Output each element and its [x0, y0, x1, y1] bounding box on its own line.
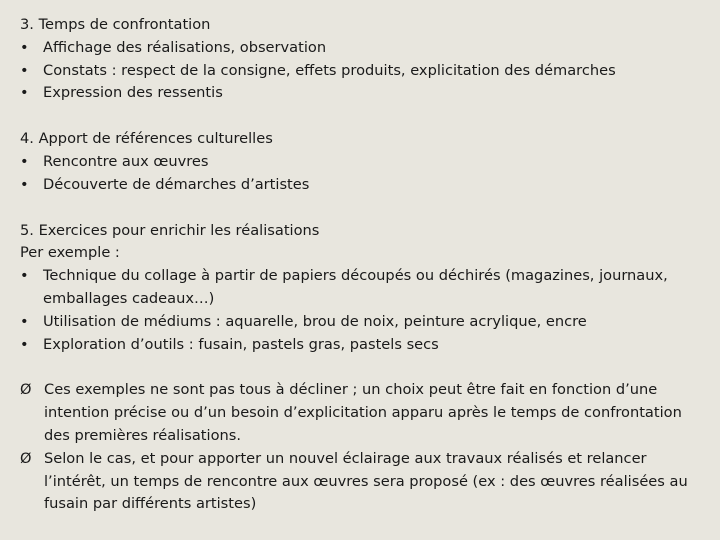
section-3-list	[20, 37, 706, 105]
list-item	[20, 311, 706, 334]
list-item	[20, 334, 706, 357]
list-item-text: Rencontre aux œuvres	[43, 152, 209, 170]
list-item	[20, 37, 706, 60]
section-5-intro: Per exemple :	[20, 244, 120, 262]
section-3-title: 3. Temps de confrontation	[20, 16, 211, 33]
bullet-icon: •	[20, 84, 29, 102]
section-5	[20, 220, 706, 357]
arrow-bullet-icon: Ø	[20, 381, 32, 399]
bullet-icon: •	[20, 335, 29, 353]
bullet-icon: •	[20, 312, 29, 330]
section-5-title: 5. Exercices pour enrichir les réalisations	[20, 221, 320, 239]
note-item	[20, 448, 706, 516]
bullet-icon: •	[20, 61, 29, 79]
note-text: Ces exemples ne sont pas tous à décliner ; un choix peut être fait en fonction d’une intention précise ou d’un besoin d’explicitation apparu après le temps de confrontation des premières réalisations.	[44, 381, 682, 444]
note-item	[20, 379, 706, 447]
section-3	[20, 14, 706, 105]
list-item	[20, 151, 706, 174]
section-4	[20, 128, 706, 196]
list-item-text: Technique du collage à partir de papiers découpés ou déchirés (magazines, journaux, emballages cadeaux…)	[43, 267, 668, 307]
list-item-text: Constats : respect de la consigne, effets produits, explicitation des démarches	[43, 61, 616, 79]
list-item	[20, 174, 706, 197]
list-item-text: Affichage des réalisations, observation	[43, 38, 327, 56]
bullet-icon: •	[20, 38, 29, 56]
note-text: Selon le cas, et pour apporter un nouvel éclairage aux travaux réalisés et relancer l’intérêt, un temps de rencontre aux œuvres sera proposé (ex : des œuvres réalisées au fusain par différents artistes)	[44, 449, 688, 513]
list-item	[20, 82, 706, 105]
bullet-icon: •	[20, 175, 29, 193]
bullet-icon: •	[20, 152, 29, 170]
list-item-text: Utilisation de médiums : aquarelle, brou de noix, peinture acrylique, encre	[43, 312, 587, 330]
section-4-list	[20, 151, 706, 197]
arrow-bullet-icon: Ø	[20, 449, 32, 467]
section-4-title: 4. Apport de références culturelles	[20, 130, 273, 148]
list-item	[20, 60, 706, 83]
list-item	[20, 265, 706, 311]
bullet-icon: •	[20, 267, 29, 285]
list-item-text: Exploration d’outils : fusain, pastels gras, pastels secs	[43, 335, 439, 353]
notes-list	[20, 379, 706, 516]
section-5-list	[20, 265, 706, 356]
list-item-text: Expression des ressentis	[43, 84, 223, 102]
list-item-text: Découverte de démarches d’artistes	[43, 175, 310, 193]
